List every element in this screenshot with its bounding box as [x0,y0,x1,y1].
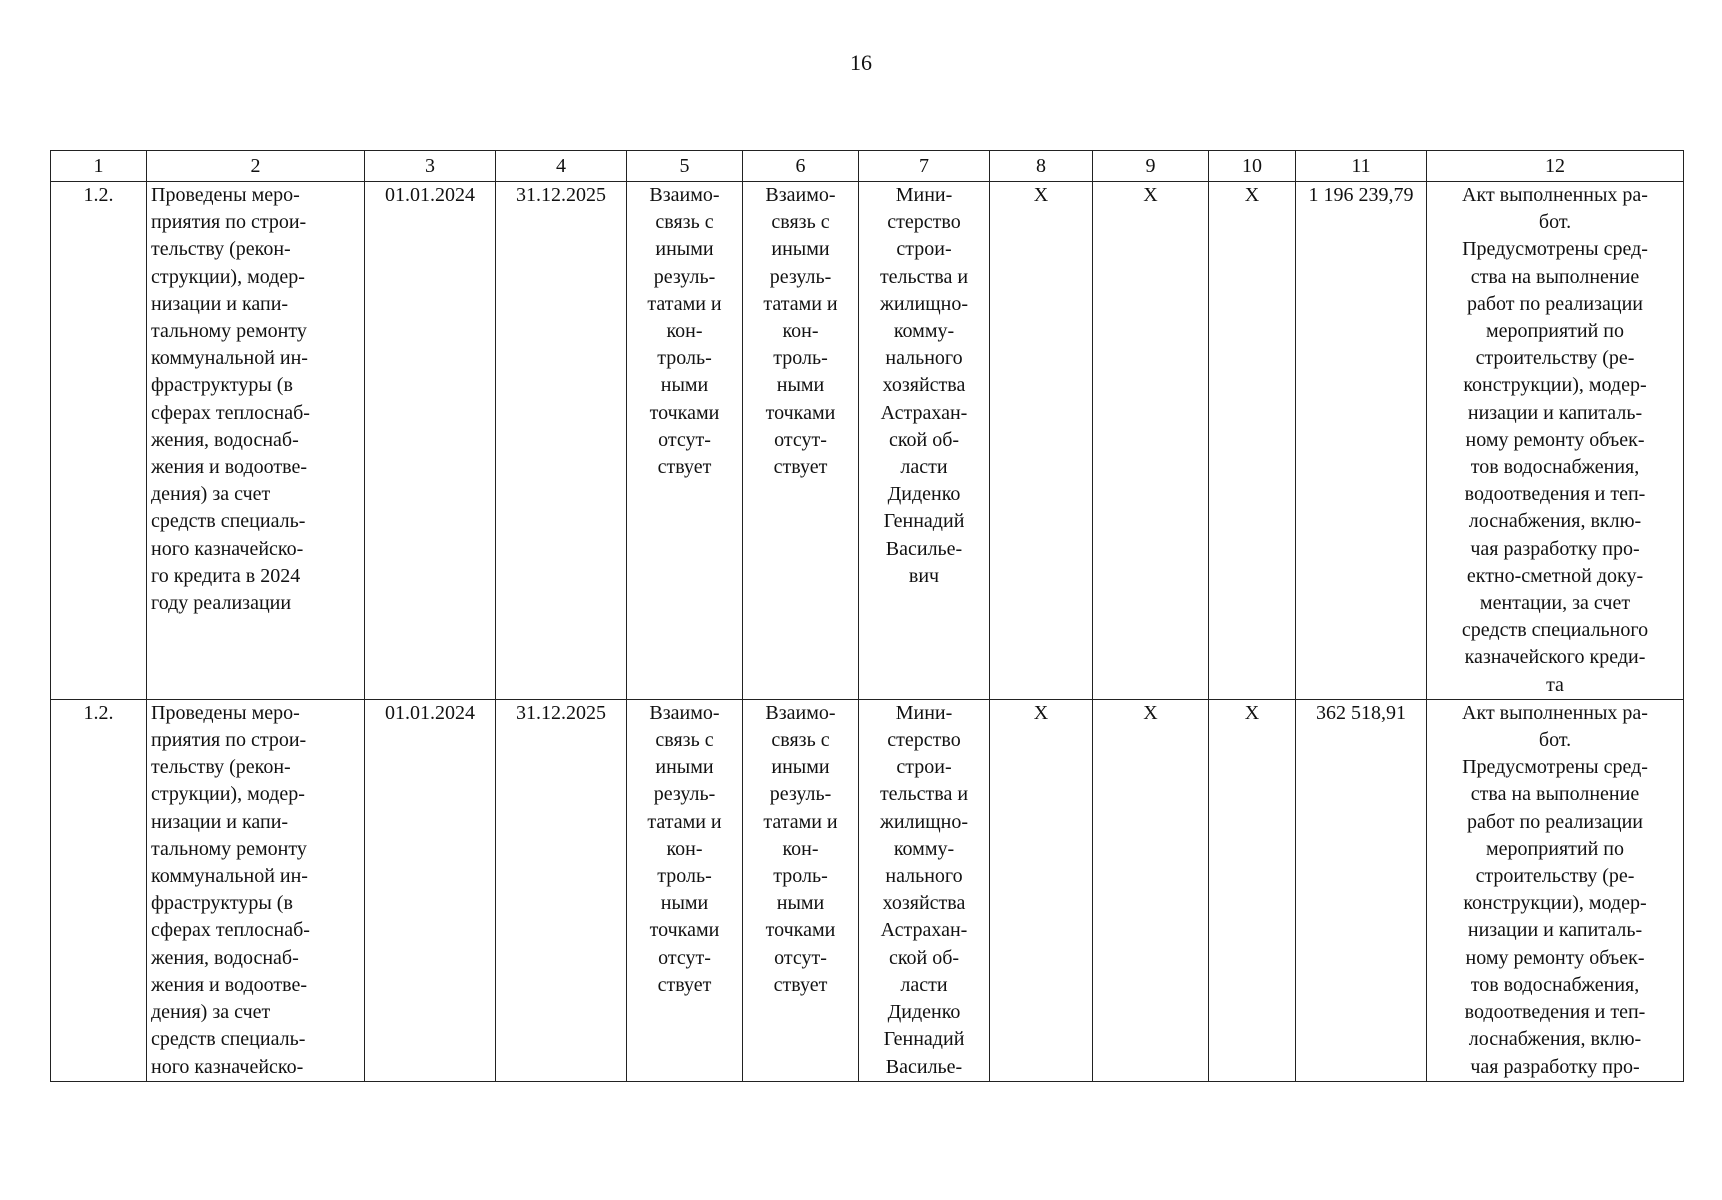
column-header-6: 6 [743,151,859,182]
relation-cell: Взаимо- связь с иными резуль- татами и кон- троль- ными точками отсут- ствует [627,699,743,1081]
column-header-4: 4 [496,151,627,182]
column-header-8: 8 [990,151,1093,182]
table-row [51,182,1684,700]
column-header-1: 1 [51,151,147,182]
relation-cell: Взаимо- связь с иными резуль- татами и кон- троль- ными точками отсут- ствует [743,699,859,1081]
relation-cell: Взаимо- связь с иными резуль- татами и кон- троль- ными точками отсут- ствует [627,182,743,700]
column-header-9: 9 [1093,151,1209,182]
mark-cell: X [990,699,1093,1081]
results-table [50,150,1684,1082]
end-date-cell: 31.12.2025 [496,182,627,700]
amount-cell: 1 196 239,79 [1296,182,1427,700]
column-header-12: 12 [1427,151,1684,182]
description-cell: Проведены меро- приятия по строи- тельству (рекон- струкции), модер- низации и капи- тальному ремонту коммунальной ин- фраструктуры (в сферах теплоснаб- жения, водоснаб- жения и водоотве- дения) за счет средств специаль- ного казначейско- го кредита в 2024 году реализации [147,182,365,700]
note-cell: Акт выполненных ра- бот. Предусмотрены сред- ства на выполнение работ по реализации мероприятий по строительству (ре- конструкции), модер- низации и капиталь- ному ремонту объек- тов водоснабжения, водоотведения и теп- лоснабжения, вклю- чая разработку про- [1427,699,1684,1081]
header-row [51,151,1684,182]
amount-cell: 362 518,91 [1296,699,1427,1081]
column-header-5: 5 [627,151,743,182]
row-number-cell: 1.2. [51,182,147,700]
mark-cell: X [1209,182,1296,700]
column-header-7: 7 [859,151,990,182]
table-row [51,699,1684,1081]
responsible-cell: Мини- стерство строи- тельства и жилищно- комму- нального хозяйства Астрахан- ской об- ласти Диденко Геннадий Василье- вич [859,182,990,700]
page-number: 16 [850,50,872,75]
column-header-11: 11 [1296,151,1427,182]
column-header-10: 10 [1209,151,1296,182]
mark-cell: X [1093,182,1209,700]
end-date-cell: 31.12.2025 [496,699,627,1081]
column-header-3: 3 [365,151,496,182]
mark-cell: X [990,182,1093,700]
note-cell: Акт выполненных ра- бот. Предусмотрены сред- ства на выполнение работ по реализации мероприятий по строительству (ре- конструкции), модер- низации и капиталь- ному ремонту объек- тов водоснабжения, водоотведения и теп- лоснабжения, вклю- чая разработку про- ектно-сметной доку- ментации, за счет средств специального казначейского креди- та [1427,182,1684,700]
row-number-cell: 1.2. [51,699,147,1081]
responsible-cell: Мини- стерство строи- тельства и жилищно- комму- нального хозяйства Астрахан- ской об- ласти Диденко Геннадий Василье- [859,699,990,1081]
start-date-cell: 01.01.2024 [365,182,496,700]
description-cell: Проведены меро- приятия по строи- тельству (рекон- струкции), модер- низации и капи- тальному ремонту коммунальной ин- фраструктуры (в сферах теплоснаб- жения, водоснаб- жения и водоотве- дения) за счет средств специаль- ного казначейско- [147,699,365,1081]
mark-cell: X [1209,699,1296,1081]
mark-cell: X [1093,699,1209,1081]
start-date-cell: 01.01.2024 [365,699,496,1081]
column-header-2: 2 [147,151,365,182]
relation-cell: Взаимо- связь с иными резуль- татами и кон- троль- ными точками отсут- ствует [743,182,859,700]
